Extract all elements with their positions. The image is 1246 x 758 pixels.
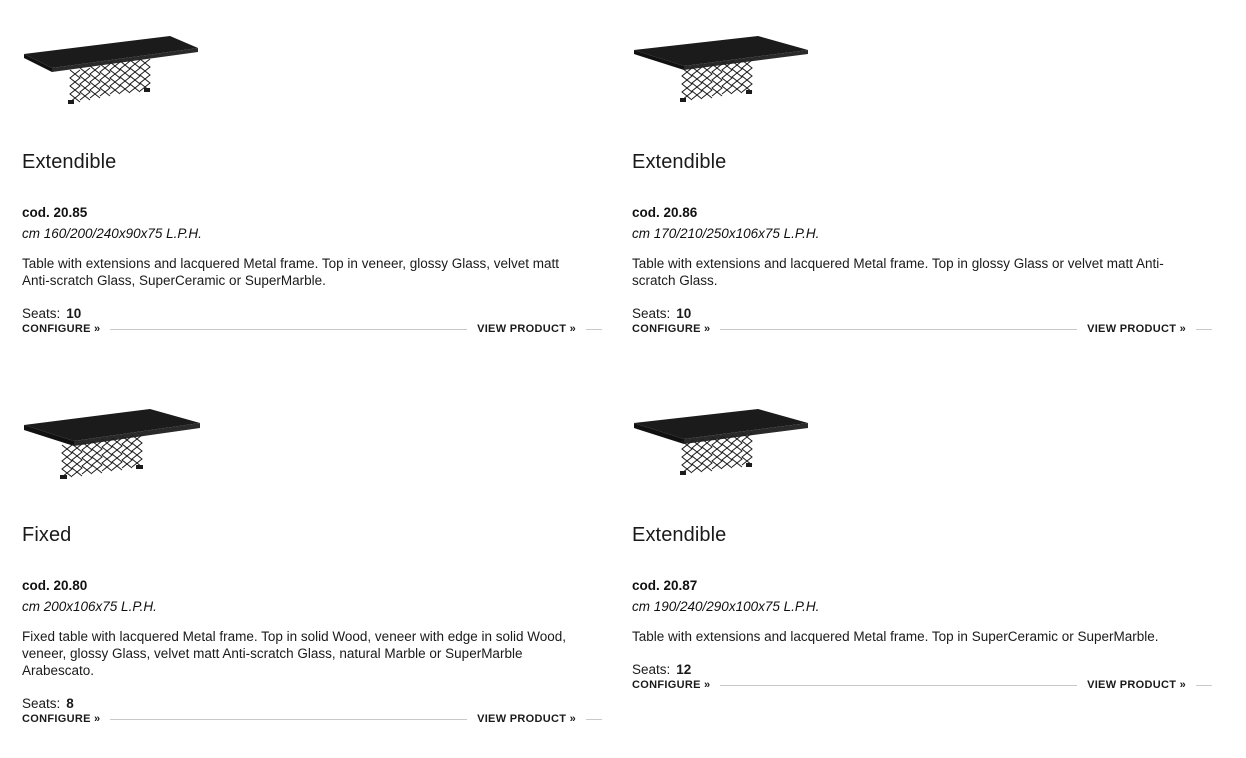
divider-rule [110,329,467,330]
product-description: Fixed table with lacquered Metal frame. Top in solid Wood, veneer with edge in solid Wood, veneer, glossy Glass, velvet matt Anti-scratch Glass, natural Marble or SuperMarble Arabescato. [22,629,567,678]
seats-row [22,305,602,322]
product-image-table-extendible-20-87[interactable] [632,383,1212,523]
configure-link[interactable]: CONFIGURE » [632,679,711,691]
card-actions [22,323,602,335]
view-product-link[interactable]: VIEW PRODUCT » [477,713,576,725]
divider-rule-tail [586,329,602,330]
product-card[interactable] [632,10,1212,335]
configure-link[interactable]: CONFIGURE » [22,323,101,335]
view-product-link[interactable]: VIEW PRODUCT » [1087,323,1186,335]
product-code: cod. 20.85 [22,205,88,220]
product-card[interactable] [632,383,1212,691]
product-card[interactable] [22,383,602,725]
product-title: Extendible [632,524,727,546]
product-dimensions: cm 190/240/290x100x75 L.P.H. [632,599,820,614]
divider-rule [110,719,467,720]
product-image-table-extendible-20-86[interactable] [632,10,1212,150]
view-product-link[interactable]: VIEW PRODUCT » [477,323,576,335]
product-title: Extendible [22,151,117,173]
seats-value: 12 [676,662,692,677]
product-card[interactable] [22,10,602,335]
seats-row [632,661,1212,678]
divider-rule-tail [1196,329,1212,330]
product-dimensions: cm 200x106x75 L.P.H. [22,599,157,614]
seats-value: 10 [676,306,692,321]
divider-rule-tail [586,719,602,720]
product-code: cod. 20.86 [632,205,698,220]
product-description: Table with extensions and lacquered Metal frame. Top in SuperCeramic or SuperMarble. [632,629,1159,644]
divider-rule [720,685,1077,686]
seats-value: 10 [66,306,82,321]
card-actions [632,679,1212,691]
divider-rule-tail [1196,685,1212,686]
product-description: Table with extensions and lacquered Metal frame. Top in glossy Glass or velvet matt Anti-scratch Glass. [632,256,1164,288]
seats-label: Seats: [632,306,671,321]
card-actions [22,713,602,725]
card-actions [632,323,1212,335]
product-code: cod. 20.87 [632,578,698,593]
product-dimensions: cm 170/210/250x106x75 L.P.H. [632,226,820,241]
configure-link[interactable]: CONFIGURE » [632,323,711,335]
seats-label: Seats: [22,306,61,321]
view-product-link[interactable]: VIEW PRODUCT » [1087,679,1186,691]
seats-value: 8 [66,696,74,711]
product-dimensions: cm 160/200/240x90x75 L.P.H. [22,226,202,241]
seats-row [22,695,602,712]
product-image-table-fixed-20-80[interactable] [22,383,602,523]
product-code: cod. 20.80 [22,578,88,593]
seats-row [632,305,1212,322]
product-description: Table with extensions and lacquered Metal frame. Top in veneer, glossy Glass, velvet matt Anti-scratch Glass, SuperCeramic or SuperMarble. [22,256,560,288]
divider-rule [720,329,1077,330]
seats-label: Seats: [632,662,671,677]
product-title: Extendible [632,151,727,173]
configure-link[interactable]: CONFIGURE » [22,713,101,725]
product-image-table-extendible-20-85[interactable] [22,10,602,150]
seats-label: Seats: [22,696,61,711]
product-title: Fixed [22,524,72,546]
